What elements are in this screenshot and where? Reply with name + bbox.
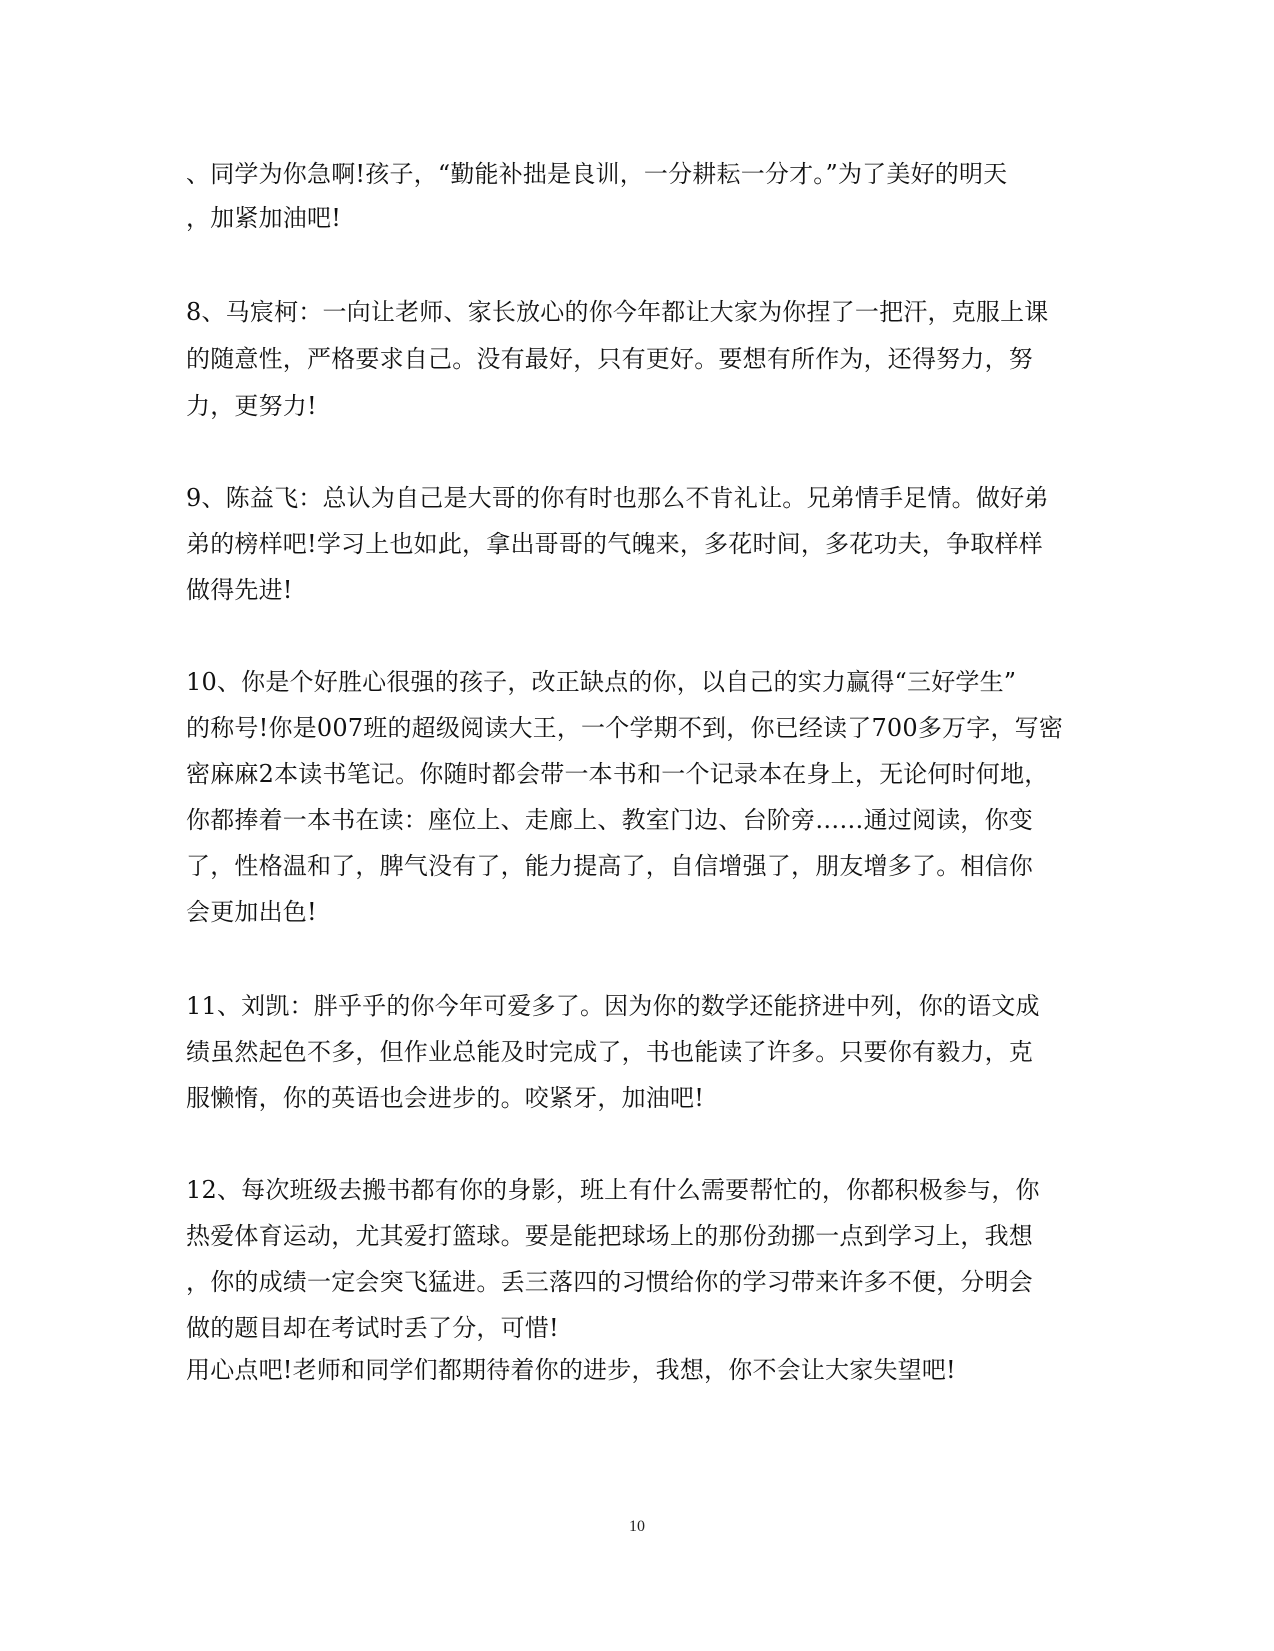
text-line: 会更加出色!: [186, 898, 317, 926]
paragraph: [186, 666, 1076, 928]
text-line: 服懒惰，你的英语也会进步的。咬紧牙，加油吧!: [186, 1084, 705, 1112]
text-line: 11、刘凯：胖乎乎的你今年可爱多了。因为你的数学还能挤进中列，你的语文成: [186, 992, 1040, 1020]
paragraph: [186, 990, 1076, 1114]
text-line: 力，更努力!: [186, 392, 317, 420]
paragraph: [186, 158, 1076, 234]
paragraph: [186, 296, 1076, 422]
text-line: 9、陈益飞：总认为自己是大哥的你有时也那么不肯礼让。兄弟情手足情。做好弟: [186, 484, 1049, 512]
paragraph: [186, 1174, 1076, 1386]
text-line: 10、你是个好胜心很强的孩子，改正缺点的你，以自己的实力赢得“三好学生”: [186, 668, 1017, 696]
text-line: 绩虽然起色不多，但作业总能及时完成了，书也能读了许多。只要你有毅力，克: [186, 1038, 1033, 1066]
text-line: 的随意性，严格要求自己。没有最好，只有更好。要想有所作为，还得努力，努: [186, 345, 1033, 373]
text-line: 做得先进!: [186, 576, 293, 604]
text-line: 、同学为你急啊!孩子，“勤能补拙是良训，一分耕耘一分才。”为了美好的明天: [186, 160, 1008, 188]
paragraph: [186, 482, 1076, 606]
text-line: 弟的榜样吧!学习上也如此，拿出哥哥的气魄来，多花时间，多花功夫，争取样样: [186, 530, 1043, 558]
text-line: 做的题目却在考试时丢了分，可惜!: [186, 1314, 559, 1342]
text-line: ，加紧加油吧!: [186, 204, 342, 232]
text-line: ，你的成绩一定会突飞猛进。丢三落四的习惯给你的学习带来许多不便，分明会: [186, 1268, 1033, 1296]
text-line: 热爱体育运动，尤其爱打篮球。要是能把球场上的那份劲挪一点到学习上，我想: [186, 1222, 1033, 1250]
text-line: 12、每次班级去搬书都有你的身影，班上有什么需要帮忙的，你都积极参与，你: [186, 1176, 1040, 1204]
page-number: 10: [629, 1518, 645, 1535]
text-line: 用心点吧!老师和同学们都期待着你的进步，我想，你不会让大家失望吧!: [186, 1356, 956, 1384]
text-line: 的称号!你是007班的超级阅读大王，一个学期不到，你已经读了700多万字，写密: [186, 714, 1064, 742]
text-line: 了，性格温和了，脾气没有了，能力提高了，自信增强了，朋友增多了。相信你: [186, 852, 1033, 880]
text-line: 8、马宸柯：一向让老师、家长放心的你今年都让大家为你捏了一把汗，克服上课: [186, 298, 1049, 326]
text-line: 密麻麻2本读书笔记。你随时都会带一本书和一个记录本在身上，无论何时何地，: [186, 760, 1049, 788]
text-line: 你都捧着一本书在读：座位上、走廊上、教室门边、台阶旁……通过阅读，你变: [186, 806, 1033, 834]
